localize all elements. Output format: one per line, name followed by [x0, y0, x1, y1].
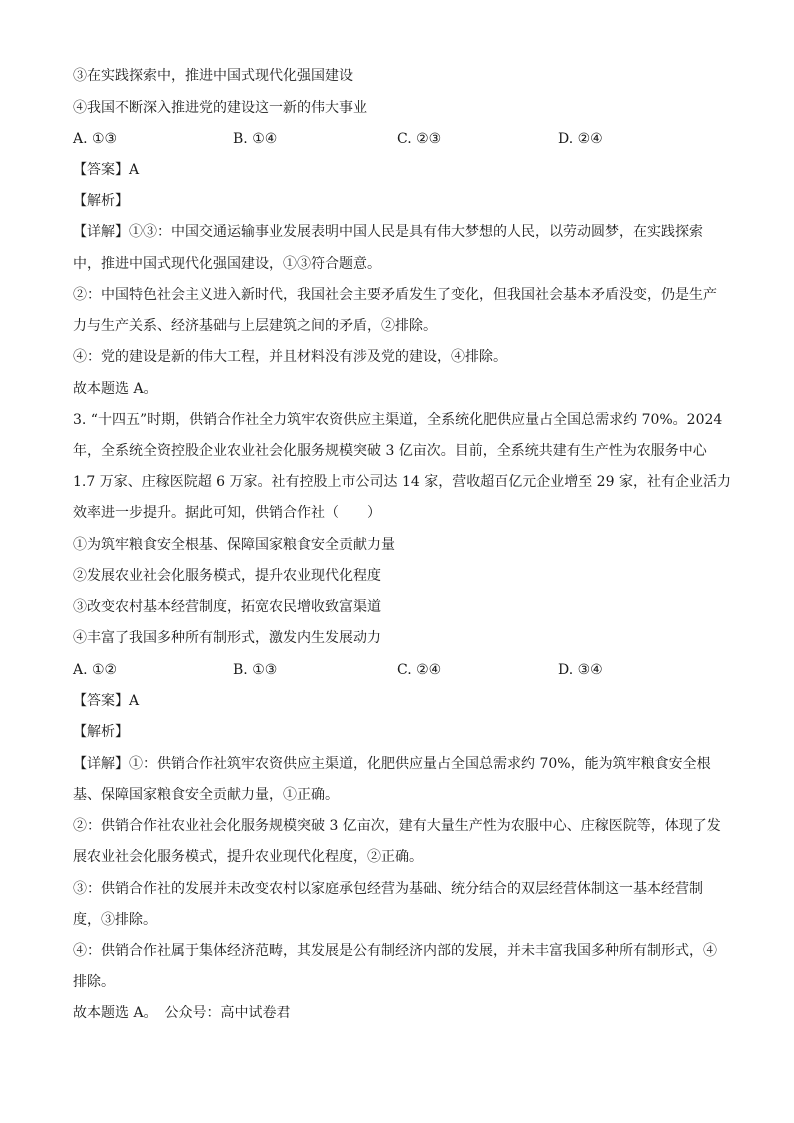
q2-option-b: B. ①④: [233, 131, 278, 147]
q3-detail-4b: 排除。: [73, 974, 115, 990]
q2-conclusion: 故本题选 A。: [73, 381, 158, 397]
q2-detail-1a: 【详解】①③：中国交通运输事业发展表明中国人民是具有伟大梦想的人民，以劳动圆梦，在实践探索: [73, 224, 703, 240]
q3-detail-3b: 度，③排除。: [73, 912, 157, 928]
q3-detail-4a: ④：供销合作社属于集体经济范畴，其发展是公有制经济内部的发展，并未丰富我国多种所有制形式，④: [73, 943, 717, 959]
q3-detail-3a: ③：供销合作社的发展并未改变农村以家庭承包经营为基础、统分结合的双层经营体制这一基本经营制: [73, 881, 703, 897]
q3-option-b: B. ①③: [233, 662, 278, 678]
q3-detail-2b: 展农业社会化服务模式，提升农业现代化程度，②正确。: [73, 849, 423, 865]
q3-detail-1b: 基、保障国家粮食安全贡献力量，①正确。: [73, 787, 339, 803]
q2-detail-2a: ②：中国特色社会主义进入新时代，我国社会主要矛盾发生了变化，但我国社会基本矛盾没变，仍是生产: [73, 287, 717, 303]
q2-options: [73, 129, 723, 149]
q2-detail-4: ④：党的建设是新的伟大工程，并且材料没有涉及党的建设，④排除。: [73, 349, 507, 365]
q2-analysis-heading: 【解析】: [73, 193, 129, 209]
q3-option-a: A. ①②: [73, 662, 118, 678]
q2-option-d: D. ②④: [558, 131, 603, 147]
q3-stem-2: 年，全系统全资控股企业农业社会化服务规模突破 3 亿亩次。目前，全系统共建有生产性为农服务中心: [73, 443, 707, 459]
q3-item-2: ②发展农业社会化服务模式，提升农业现代化程度: [73, 568, 381, 584]
q3-item-3: ③改变农村基本经营制度，拓宽农民增收致富渠道: [73, 599, 381, 615]
q3-detail-2a: ②：供销合作社农业社会化服务规模突破 3 亿亩次，建有大量生产性为农服中心、庄稼医院等，体现了发: [73, 818, 721, 834]
q2-option-c: C. ②③: [397, 131, 442, 147]
q2-item-3: ③在实践探索中，推进中国式现代化强国建设: [73, 68, 353, 84]
q2-item-4: ④我国不断深入推进党的建设这一新的伟大事业: [73, 100, 367, 116]
q3-stem-1: 3. “十四五”时期，供销合作社全力筑牢农资供应主渠道，全系统化肥供应量占全国总需求约 70%。2024: [73, 412, 723, 428]
q2-answer: 【答案】A: [73, 162, 140, 178]
q2-detail-1b: 中，推进中国式现代化强国建设，①③符合题意。: [73, 256, 381, 272]
q3-option-c: C. ②④: [397, 662, 442, 678]
q3-item-4: ④丰富了我国多种所有制形式，激发内生发展动力: [73, 630, 381, 646]
q3-analysis-heading: 【解析】: [73, 724, 129, 740]
q3-stem-3: 1.7 万家、庄稼医院超 6 万家。社有控股上市公司达 14 家，营收超百亿元企业增至 29 家，社有企业活力: [73, 474, 731, 490]
q2-option-a: A. ①③: [73, 131, 118, 147]
q3-conclusion: 故本题选 A。 公众号：高中试卷君: [73, 1005, 291, 1021]
q3-item-1: ①为筑牢粮食安全根基、保障国家粮食安全贡献力量: [73, 537, 395, 553]
q3-options: [73, 660, 723, 680]
q3-stem-4: 效率进一步提升。据此可知，供销合作社（ ）: [73, 505, 381, 521]
q3-detail-1a: 【详解】①：供销合作社筑牢农资供应主渠道，化肥供应量占全国总需求约 70%，能为筑牢粮食安全根: [73, 756, 711, 772]
q3-option-d: D. ③④: [558, 662, 603, 678]
q2-detail-2b: 力与生产关系、经济基础与上层建筑之间的矛盾，②排除。: [73, 318, 437, 334]
q3-answer: 【答案】A: [73, 693, 140, 709]
